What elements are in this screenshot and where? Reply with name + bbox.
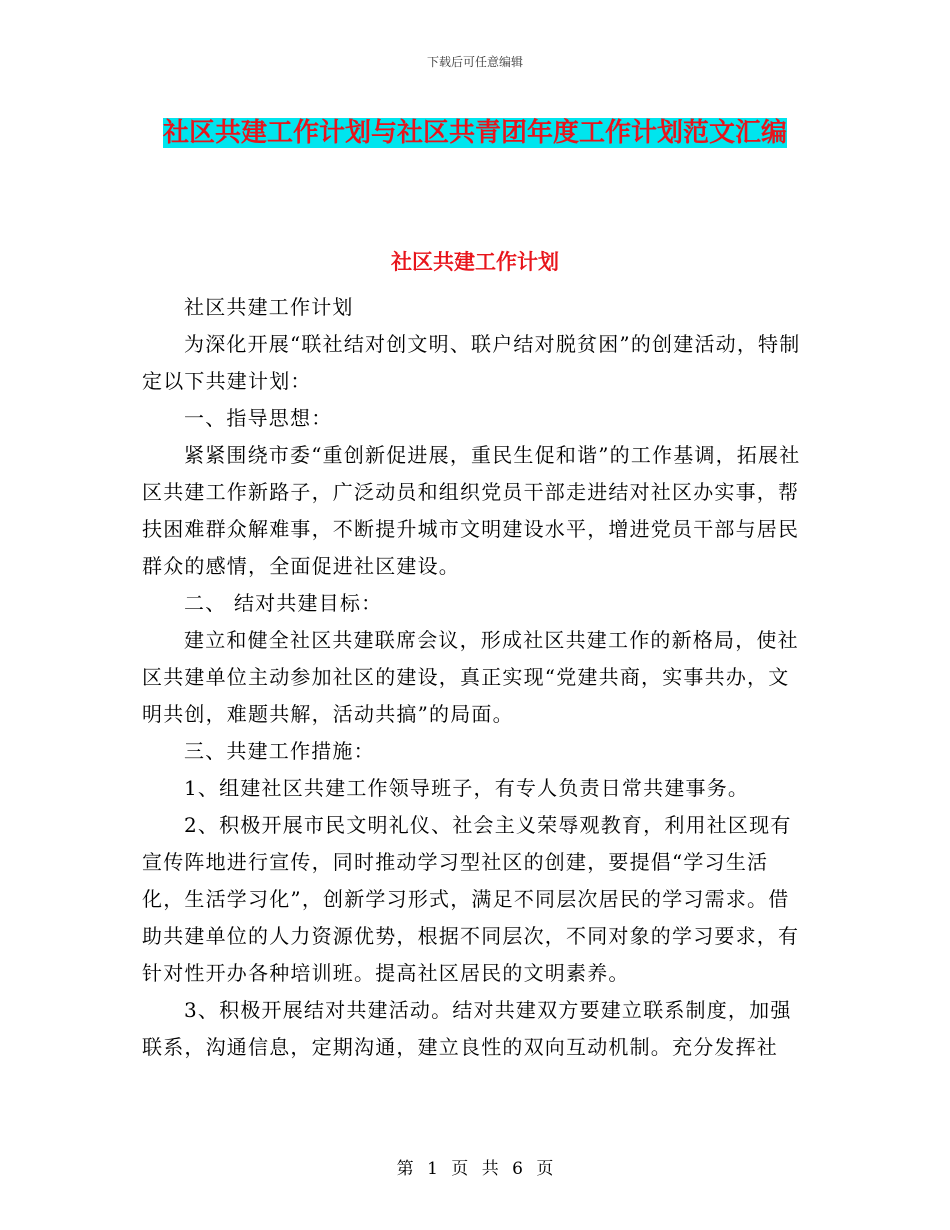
paragraph: 为深化开展“联社结对创文明、联户结对脱贫困”的创建活动，特制定以下共建计划：	[142, 332, 801, 393]
paragraph: 社区共建工作计划	[184, 295, 354, 319]
body-text	[142, 289, 808, 1066]
paragraph: 三、共建工作措施：	[184, 739, 375, 763]
header-note: 下载后可任意编辑	[426, 55, 523, 69]
paragraph: 紧紧围绕市委“重创新促进展，重民生促和谐”的工作基调，拓展社区共建工作新路子，广泛动员和组织党员干部走进结对社区办实事，帮扶困难群众解难事，不断提升城市文明建设水平，增进党员干部与居民群众的感情，全面促进社区建设。	[142, 443, 801, 578]
paragraph: 一、指导思想：	[184, 406, 333, 430]
paragraph: 1、组建社区共建工作领导班子，有专人负责日常共建事务。	[184, 776, 750, 800]
paragraph: 2、积极开展市民文明礼仪、社会主义荣辱观教育，利用社区现有宣传阵地进行宣传，同时推动学习型社区的创建，要提倡“学习生活化，生活学习化”，创新学习形式，满足不同层次居民的学习需求。借助共建单位的人力资源优势，根据不同层次，不同对象的学习要求，有针对性开办各种培训班。提高社区居民的文明素养。	[142, 813, 800, 985]
page-footer: 第 1 页 共 6 页	[396, 1159, 554, 1179]
paragraph: 二、 结对共建目标：	[184, 591, 383, 615]
document-title	[150, 108, 800, 158]
section-title: 社区共建工作计划	[391, 249, 559, 274]
paragraph: 建立和健全社区共建联席会议，形成社区共建工作的新格局，使社区共建单位主动参加社区的建设，真正实现“党建共商，实事共办，文明共创，难题共解，活动共搞”的局面。	[142, 628, 799, 726]
paragraph: 3、积极开展结对共建活动。结对共建双方要建立联系制度，加强联系，沟通信息，定期沟通，建立良性的双向互动机制。充分发挥社	[142, 998, 792, 1059]
document-title-text: 社区共建工作计划与社区共青团年度工作计划范文汇编	[162, 118, 787, 148]
